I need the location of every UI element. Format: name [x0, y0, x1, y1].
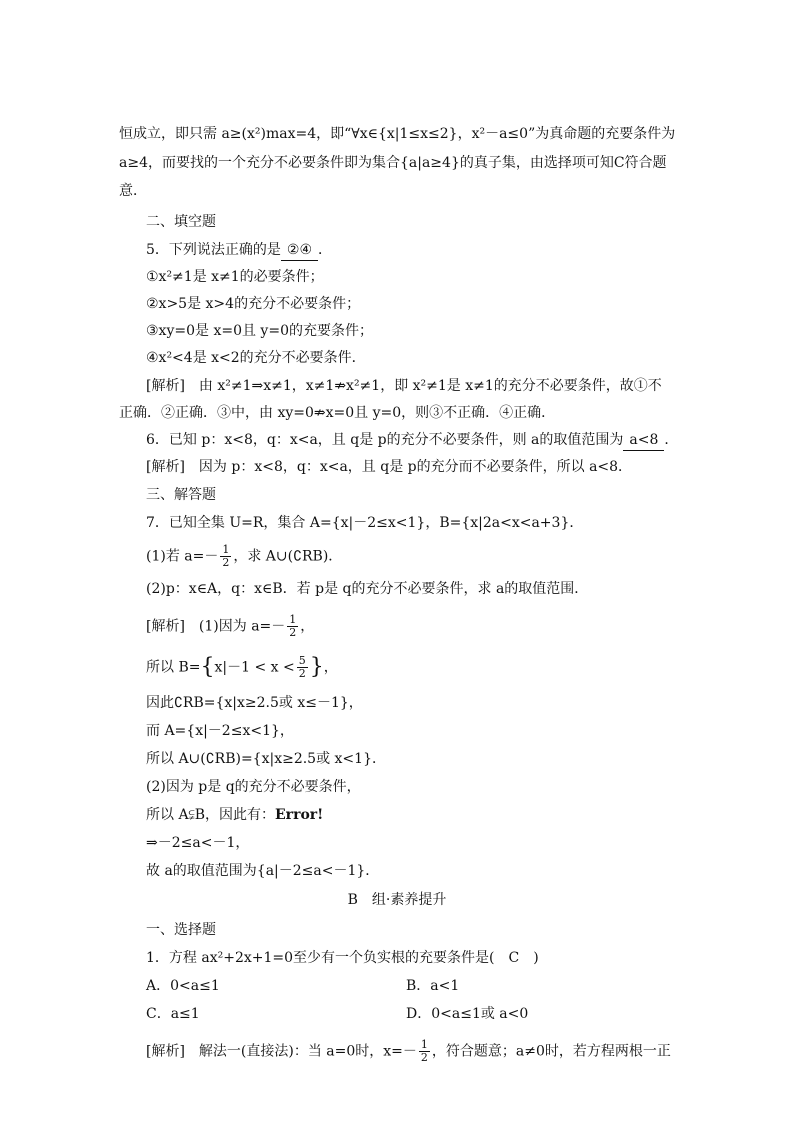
- question-b1: 1．方程 ax²+2x+1=0至少有一个负实根的充要条件是( C ): [146, 950, 539, 966]
- solution-text: 所以 B=: [146, 659, 201, 676]
- answer-blank: ②④: [281, 240, 318, 261]
- option-d: D．0<a≤1或 a<0: [406, 1006, 529, 1022]
- right-brace: }: [309, 654, 324, 680]
- solution-text: [146, 805, 323, 825]
- solution-text: 所以 A∪(∁RB)={x|x≥2.5或 x<1}．: [146, 751, 386, 767]
- question-text: 5．下列说法正确的是: [146, 242, 281, 258]
- section-heading: 一、选择题: [146, 922, 216, 938]
- error-marker: Error!: [275, 807, 324, 823]
- fraction: $\frac{1}{2}$: [222, 543, 230, 569]
- solution-text: 所以 A⫋B，因此有：: [146, 807, 276, 823]
- solution-text: 而 A={x|－2≤x<1}，: [146, 723, 294, 739]
- section-heading: 二、填空题: [146, 214, 216, 230]
- solution-text: ，符合题意；a≠0时，若方程两根一正: [431, 1043, 671, 1060]
- solution-text: [解析] 解法一(直接法)：当 a=0时，x=－: [146, 1043, 417, 1060]
- group-heading: B 组·素养提升: [347, 892, 447, 908]
- question-text: (1)若 a=－: [146, 548, 219, 565]
- statement-4: ④x²<4是 x<2的充分不必要条件．: [146, 350, 366, 366]
- set-condition: x|－1 < x <: [214, 659, 295, 676]
- solution-label: [解析] (1)因为 a=－: [146, 618, 286, 635]
- text-line: 意．: [119, 183, 147, 199]
- option-a: A．0<a≤1: [146, 978, 220, 994]
- left-brace: {: [200, 654, 215, 680]
- solution-text: ⇒－2≤a<－1，: [146, 835, 250, 851]
- question-text: ．: [318, 242, 333, 258]
- statement-1: ①x²≠1是 x≠1的必要条件；: [146, 269, 324, 285]
- solution-text: [解析] 由 x²≠1⇒x≠1，x≠1⇏x²≠1，即 x²≠1是 x≠1的充分不必要条件，故①不: [146, 378, 662, 394]
- statement-3: ③xy=0是 x=0且 y=0的充要条件；: [146, 323, 373, 339]
- solution-text: [解析] 因为 p：x<8，q：x<a，且 q是 p的充分而不必要条件，所以 a<8．: [146, 459, 633, 475]
- solution-text: (2)因为 p是 q的充分不必要条件，: [146, 779, 361, 795]
- answer-blank: a<8: [623, 430, 664, 451]
- option-c: C．a≤1: [146, 1006, 200, 1022]
- statement-2: ②x>5是 x>4的充分不必要条件；: [146, 296, 361, 312]
- question-5: [146, 240, 332, 261]
- question-6: [146, 430, 678, 451]
- question-text: ．: [664, 432, 679, 448]
- solution-text: [146, 614, 314, 639]
- solution-text: [146, 1039, 671, 1064]
- question-7-part-1: [146, 544, 342, 569]
- solution-text: 正确．②正确．③中，由 xy=0⇏x=0且 y=0，则③不正确．④正确．: [119, 405, 556, 421]
- solution-text: 因此∁RB={x|x≥2.5或 x≤－1}，: [146, 695, 363, 711]
- question-7: 7．已知全集 U=R，集合 A={x|－2≤x<1}，B={x|2a<x<a+3}．: [146, 515, 584, 531]
- question-text: 6．已知 p：x<8，q：x<a，且 q是 p的充分不必要条件，则 a的取值范围为: [146, 432, 624, 448]
- text-line: a≥4，而要找的一个充分不必要条件即为集合{a|a≥4}的真子集，由选择项可知C符合题: [119, 155, 667, 171]
- solution-set-b: 所以 B={x|－1 < x < $\frac{5}{2}$ }，: [146, 654, 338, 680]
- fraction: $\frac{1}{2}$: [420, 1038, 428, 1064]
- fraction: $\frac{5}{2}$: [298, 654, 306, 680]
- option-b: B．a<1: [406, 978, 460, 994]
- question-text: ，求 A∪(∁RB)．: [233, 548, 343, 565]
- section-heading: 三、解答题: [146, 487, 216, 503]
- question-7-part-2: (2)p：x∈A，q：x∈B．若 p是 q的充分不必要条件，求 a的取值范围．: [146, 581, 589, 597]
- text-line: 恒成立，即只需 a≥(x²)max=4，即“∀x∈{x|1≤x≤2}，x²－a≤0”为真命题的充要条件为: [119, 126, 676, 142]
- solution-text: 故 a的取值范围为{a|－2≤a<－1}．: [146, 863, 380, 879]
- fraction: $\frac{1}{2}$: [289, 613, 297, 639]
- solution-text: ，: [300, 618, 315, 635]
